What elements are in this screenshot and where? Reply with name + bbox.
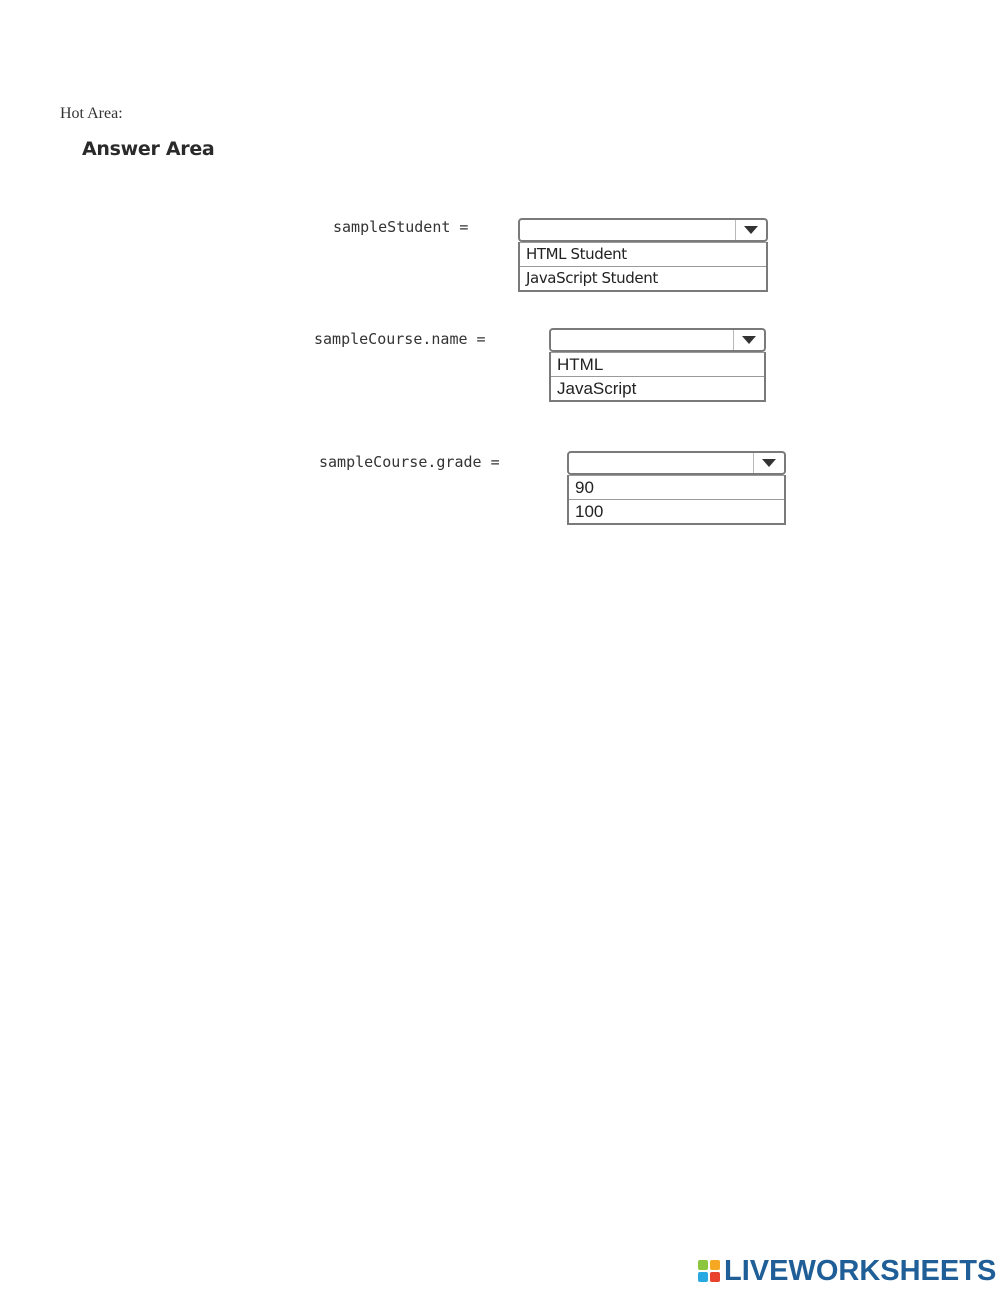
code-label-sample-course-grade: sampleCourse.grade =	[319, 453, 500, 471]
option-javascript-student[interactable]: JavaScript Student	[520, 266, 766, 290]
code-label-sample-course-name: sampleCourse.name =	[314, 330, 486, 348]
code-label-sample-student: sampleStudent =	[333, 218, 469, 236]
liveworksheets-logo-icon	[698, 1260, 720, 1282]
dropdown-options-list	[518, 242, 768, 292]
hot-area-label: Hot Area:	[60, 105, 123, 122]
dropdown-sample-student-field[interactable]	[518, 218, 768, 242]
logo-text: LIVEWORKSHEETS	[724, 1254, 997, 1287]
logo-tile-2	[710, 1260, 720, 1270]
option-html-student[interactable]: HTML Student	[520, 242, 766, 266]
dropdown-sample-course-name[interactable]	[549, 328, 766, 402]
answer-area-title: Answer Area	[82, 138, 215, 160]
liveworksheets-logo	[698, 1256, 996, 1286]
option-javascript[interactable]: JavaScript	[551, 376, 764, 400]
dropdown-sample-course-grade[interactable]	[567, 451, 786, 525]
option-100[interactable]: 100	[569, 499, 784, 523]
chevron-down-icon[interactable]	[733, 330, 764, 350]
dropdown-sample-student[interactable]	[518, 218, 768, 292]
dropdown-options-list	[549, 352, 766, 402]
chevron-down-icon[interactable]	[753, 453, 784, 473]
dropdown-sample-course-grade-field[interactable]	[567, 451, 786, 475]
logo-tile-4	[710, 1272, 720, 1282]
option-90[interactable]: 90	[569, 475, 784, 499]
chevron-down-icon[interactable]	[735, 220, 766, 240]
dropdown-sample-course-name-field[interactable]	[549, 328, 766, 352]
logo-tile-1	[698, 1260, 708, 1270]
logo-tile-3	[698, 1272, 708, 1282]
option-html[interactable]: HTML	[551, 352, 764, 376]
dropdown-options-list	[567, 475, 786, 525]
